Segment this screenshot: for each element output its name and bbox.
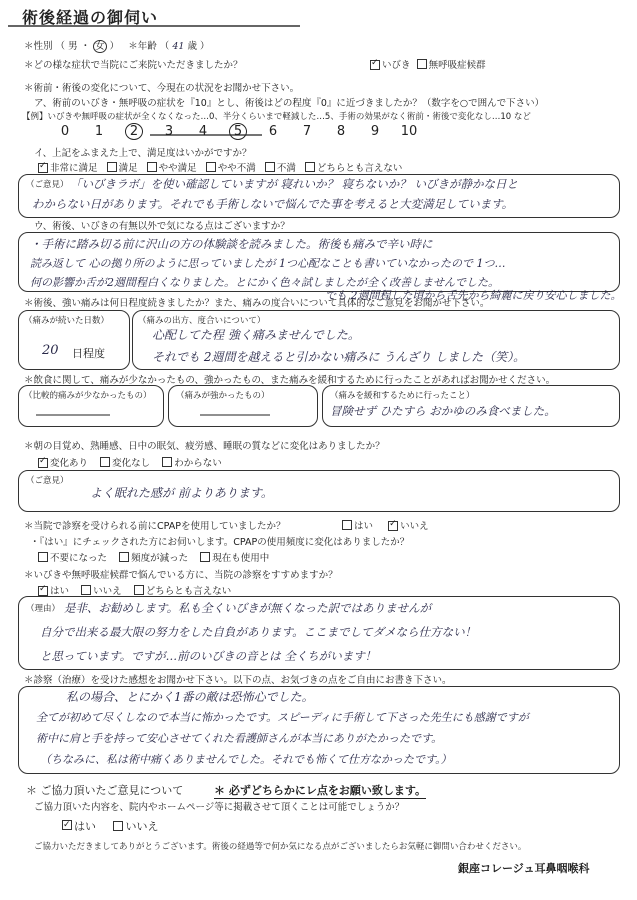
cpap-question-text: 当院で診察を受けられる前にCPAPを使用していましたか？ (33, 521, 286, 532)
age-value[interactable]: 41 (172, 41, 185, 52)
gender-male[interactable]: 男 (68, 41, 78, 52)
symptoms-question-text: どの様な症状で当院にご来院いただきましたか？ (33, 60, 243, 71)
footer-thanks: ご協力いただきましてありがとうございます。術後の経過等で何か気になる点がございましたらお気軽に御問い合わせください。 (34, 842, 527, 852)
age-unit: 歳 (187, 41, 197, 52)
change-instruction: ア、術前のいびき・無呼吸の症状を『10』とし、術後はどの程度『0』に近づきましたか？（数字を○で囲んで下さい） (34, 98, 545, 109)
cooperation-options (62, 818, 158, 834)
satisfaction-options (38, 160, 402, 174)
checkbox-neutral[interactable] (305, 162, 315, 172)
pain-degree-label: （痛みの出方、度合いについて） (138, 316, 266, 326)
age-label: 年齢 (137, 41, 157, 52)
option-recommend-yes: はい (50, 586, 70, 597)
checkbox-recommend-neutral[interactable] (134, 585, 144, 595)
satisfaction-opinion-label: （ご意見） (26, 180, 69, 190)
checkbox-dissatisfied[interactable] (265, 162, 275, 172)
other-answer-line-3: 何の影響か舌が2週間程白くなりました。とにかく色々試しましたが全く改善しませんでした。 (30, 276, 499, 289)
checkbox-somewhat-satisfied[interactable] (147, 162, 157, 172)
recommend-answer-line-3: と思っています。ですが…前のいびきの音とは 全くちがいます！ (40, 649, 377, 663)
pain-degree-line-2: それでも 2週間を越えると引かない痛みに うんざり しました（笑）。 (152, 350, 526, 364)
pain-days-value: 20 (42, 343, 59, 358)
food-strong-label: （痛みが強かったもの） (176, 391, 270, 401)
symptoms-options (370, 57, 486, 71)
other-question: ウ、術後、いびきの有無以外で気になる点はございますか？ (34, 221, 290, 232)
checkbox-very-satisfied[interactable] (38, 163, 48, 173)
scale-1[interactable]: 1 (94, 124, 104, 139)
checkbox-cpap-yes[interactable] (342, 520, 352, 530)
satisfaction-answer-line-2: わからない日があります。それでも手術しないで悩んでた事を考えると大変満足しています。 (32, 197, 514, 211)
checkbox-snoring[interactable] (370, 60, 380, 70)
food-relief-answer: 冒険せず ひたすら おかゆのみ食べました。 (330, 404, 556, 418)
scale-7[interactable]: 7 (302, 124, 312, 139)
gender-label: 性別 (33, 41, 53, 52)
option-dissatisfied: 不満 (276, 163, 296, 174)
checkbox-publish-yes[interactable] (62, 820, 72, 830)
sleep-opinion-label: （ご意見） (26, 476, 69, 486)
option-very-satisfied: 非常に満足 (50, 163, 98, 174)
scale-0[interactable]: 0 (60, 124, 70, 139)
scale-8[interactable]: 8 (336, 124, 346, 139)
option-recommend-neutral: どちらとも言えない (145, 586, 232, 597)
option-publish-no: いいえ (125, 820, 159, 833)
option-satisfied: 満足 (118, 163, 138, 174)
other-answer-line-2: 読み返して 心の拠り所のように思っていましたが 1つ心配なことも書いていなかったので 1つ… (30, 257, 506, 270)
option-somewhat-dissatisfied: やや不満 (217, 163, 256, 174)
option-unknown: わからない (174, 458, 222, 469)
scale-9[interactable]: 9 (370, 124, 380, 139)
pain-question-text: 術後、強い痛みは何日程度続きましたか？また、痛みの度合いについて具体的なご意見をお聞かせ下さい。 (33, 298, 490, 309)
sleep-answer: よく眠れた感が 前よりあります。 (90, 486, 273, 500)
food-question: ＊飲食に関して、痛みが少なかったもの、強かったもの、また痛みを緩和するために行ったことがあればお聞かせください。 (24, 375, 556, 386)
cpap-question: ＊当院で診察を受けられる前にCPAPを使用していましたか？ (24, 521, 286, 532)
option-cpap-no: いいえ (400, 521, 429, 532)
checkbox-publish-no[interactable] (113, 821, 123, 831)
recommend-answer-line-1: 是非、お勧めします。私も全くいびきが無くなった訳ではありませんが (64, 601, 432, 615)
pain-degree-line-1: 心配してた程 強く痛みませんでした。 (152, 328, 360, 342)
scale-6[interactable]: 6 (268, 124, 278, 139)
impression-answer-line-4: （ちなみに、私は術中痛くありませんでした。それでも怖くて仕方なかったです。） (40, 753, 452, 766)
recommend-question-text: いびきや無呼吸症候群で悩んでいる方に、当院の診察をすすめますか？ (33, 570, 338, 581)
food-less-label: （比較的痛みが少なかったもの） (24, 391, 152, 401)
checkbox-unchanged[interactable] (100, 457, 110, 467)
cpap-sub-options (38, 550, 269, 564)
checkbox-still-using[interactable] (200, 552, 210, 562)
impression-answer-line-1: 私の場合、とにかく1番の敵は恐怖心でした。 (66, 690, 314, 704)
option-neutral: どちらとも言えない (316, 163, 403, 174)
change-question-text: 術前・術後の変化について、今現在の状況をお聞かせ下さい。 (33, 83, 300, 94)
option-publish-yes: はい (74, 820, 96, 833)
scale-2[interactable]: 2 (125, 123, 143, 140)
satisfaction-question: イ、上記をふまえた上で、満足度はいかがですか？ (34, 148, 252, 159)
impression-question-text: 診察（治療）を受けた感想をお聞かせ下さい。以下の点、お気づきの点をご自由にお書き下さい。 (33, 675, 452, 686)
impression-question: ＊診察（治療）を受けた感想をお聞かせ下さい。以下の点、お気づきの点をご自由にお書き下さい。 (24, 675, 452, 686)
cpap-sub-question: ・『はい』にチェックされた方にお伺いします。CPAPの使用頻度に変化はありましたか？ (30, 537, 410, 548)
title-underline (0, 0, 637, 30)
option-recommend-no: いいえ (93, 586, 122, 597)
pain-note: でも 2週間程した頃から舌先から綺麗に戻り安心しました。 (325, 289, 622, 302)
cooperation-question: ご協力頂いた内容を、院内やホームページ等に掲載させて頂くことは可能でしょうか？ (34, 802, 405, 813)
page-title: 術後経過の御伺い (22, 8, 159, 27)
option-still-using: 現在も使用中 (212, 553, 270, 564)
checkbox-less-frequent[interactable] (119, 552, 129, 562)
scale-arrow (0, 124, 637, 144)
checkbox-apnea[interactable] (417, 59, 427, 69)
cooperation-emphasis: ＊ 必ずどちらかにレ点をお願い致します。 (214, 784, 426, 797)
food-relief-label: （痛みを緩和するために行ったこと） (330, 391, 475, 401)
scale-5[interactable]: 5 (229, 123, 247, 140)
recommend-question: ＊いびきや無呼吸症候群で悩んでいる方に、当院の診察をすすめますか？ (24, 570, 338, 581)
recommend-reason-label: （理由） (26, 604, 61, 614)
pain-days-label: （痛みが続いた日数） (24, 316, 110, 326)
scale-3[interactable]: 3 (164, 124, 174, 139)
symptoms-question: ＊どの様な症状で当院にご来院いただきましたか？ (24, 60, 243, 71)
checkbox-satisfied[interactable] (107, 162, 117, 172)
checkbox-no-longer-needed[interactable] (38, 552, 48, 562)
checkbox-recommend-no[interactable] (81, 585, 91, 595)
option-no-longer-needed: 不要になった (50, 553, 108, 564)
sleep-question: ＊朝の目覚め、熟睡感、日中の眠気、疲労感、睡眠の質などに変化はありましたか？ (24, 441, 385, 452)
cooperation-heading: ＊ ご協力頂いたご意見について (26, 784, 184, 797)
clinic-name: 銀座コレージュ耳鼻咽喉科 (458, 862, 590, 875)
option-changed: 変化あり (50, 458, 89, 469)
scale-10[interactable]: 10 (400, 124, 418, 139)
sleep-question-text: 朝の目覚め、熟睡感、日中の眠気、疲労感、睡眠の質などに変化はありましたか？ (33, 441, 385, 452)
change-example: 【例】いびきや無呼吸の症状が全くなくなった…0、半分くらいまで軽減した…5、手術の効果がなく術前・術後で変化なし…10 など (22, 112, 531, 122)
option-unchanged: 変化なし (112, 458, 151, 469)
recommend-answer-line-2: 自分で出来る最大限の努力をした自負があります。ここまでしてダメなら仕方ない！ (40, 625, 477, 639)
option-somewhat-satisfied: やや満足 (158, 163, 197, 174)
satisfaction-answer-line-1: 「いびきラボ」を使い確認していますが 寝れいか？ 寝ちないか？ いびきが静かな日と (70, 177, 518, 191)
checkbox-changed[interactable] (38, 458, 48, 468)
option-snoring: いびき (382, 60, 411, 71)
option-apnea: 無呼吸症候群 (428, 60, 486, 71)
checkbox-somewhat-dissatisfied[interactable] (206, 162, 216, 172)
food-question-text: 飲食に関して、痛みが少なかったもの、強かったもの、また痛みを緩和するために行ったことがあればお聞かせください。 (33, 375, 556, 386)
scale-4[interactable]: 4 (198, 124, 208, 139)
gender-female[interactable]: 女 (95, 41, 105, 52)
checkbox-unknown[interactable] (162, 457, 172, 467)
impression-answer-line-3: 術中に肩と手を持って安心させてくれた看護師さんが本当にありがたかったです。 (36, 732, 443, 745)
option-cpap-yes: はい (354, 521, 374, 532)
checkbox-cpap-no[interactable] (388, 521, 398, 531)
cpap-options (342, 518, 429, 532)
recommend-options (38, 583, 231, 597)
other-answer-line-1: ・手術に踏み切る前に沢山の方の体験談を読みました。術後も痛みで辛い時に (30, 237, 433, 251)
sleep-options (38, 455, 222, 469)
change-question: ＊術前・術後の変化について、今現在の状況をお聞かせ下さい。 (24, 83, 300, 94)
option-less-frequent: 頻度が減った (131, 553, 189, 564)
pain-days-unit: 日程度 (72, 347, 105, 360)
impression-answer-line-2: 全てが初めて尽くしなので本当に怖かったです。スピーディに手術して下さった先生にも感謝ですが (36, 711, 529, 724)
checkbox-recommend-yes[interactable] (38, 586, 48, 596)
gender-row: ＊性別 （ 男 ・ 女 ） ＊年齢 （ 41 歳 ） (24, 41, 210, 52)
pain-question: ＊術後、強い痛みは何日程度続きましたか？また、痛みの度合いについて具体的なご意見をお聞かせ下さい。 (24, 298, 490, 309)
